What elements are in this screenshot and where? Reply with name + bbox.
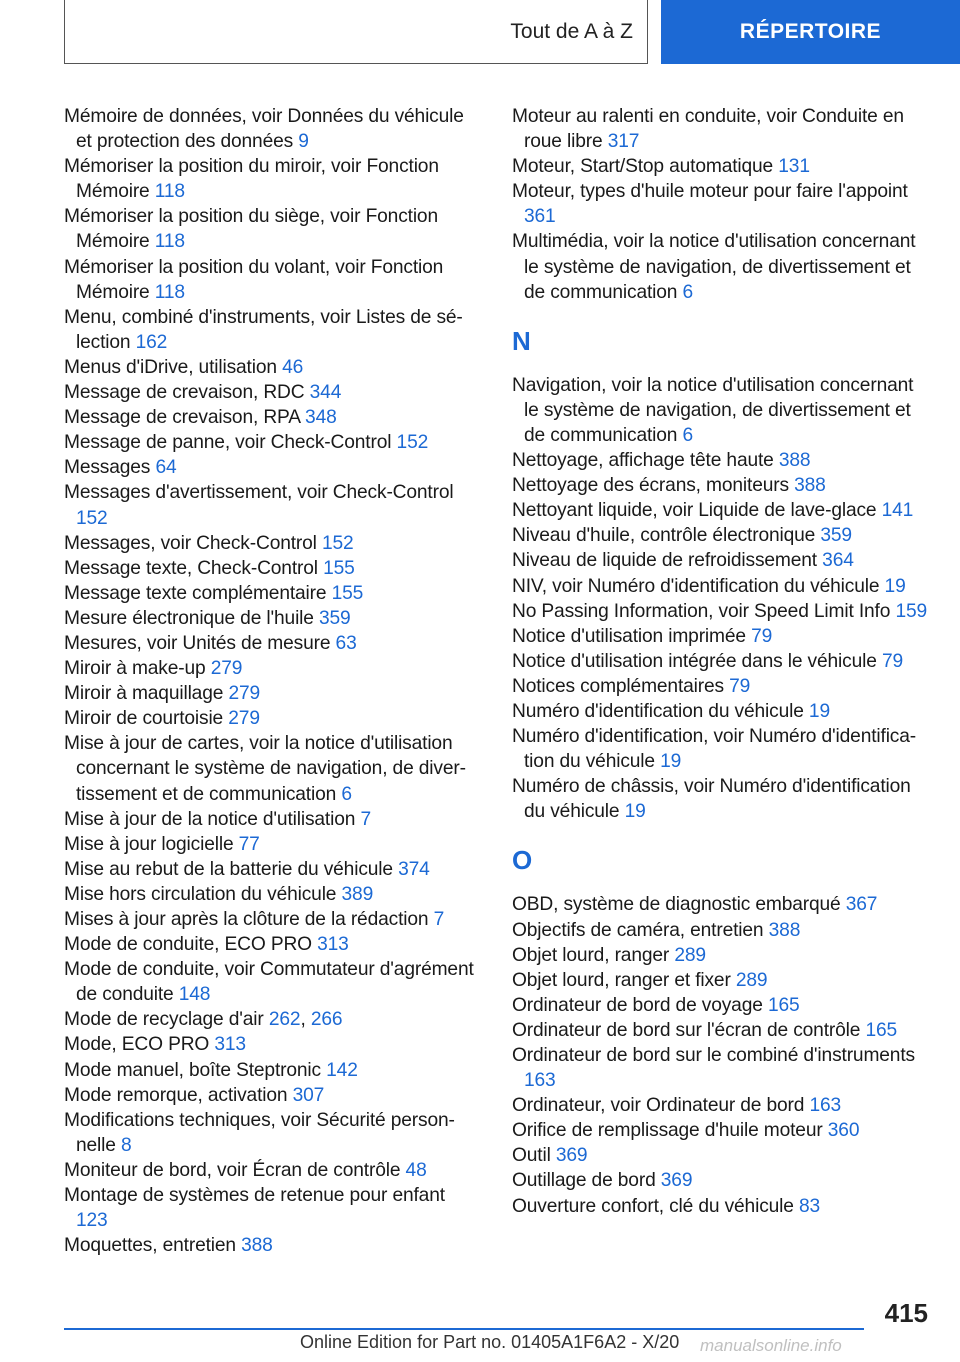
- index-entry: [512, 154, 932, 179]
- index-entry: [64, 531, 479, 556]
- index-entry: [512, 373, 932, 448]
- index-entry: [512, 1194, 932, 1219]
- index-entry: [512, 104, 932, 154]
- page-ref-link[interactable]: 7: [433, 909, 445, 930]
- section-tab-label: Tout de A à Z: [510, 19, 633, 43]
- index-entry: [64, 104, 479, 154]
- index-entry: [64, 857, 479, 882]
- index-entry-text: Numéro d'identification, voir Numéro d'identification du véhicule: [512, 726, 917, 773]
- page-ref-link[interactable]: 152: [396, 432, 429, 454]
- page-ref-link[interactable]: 367: [845, 894, 878, 916]
- index-entry-text: Moteur au ralenti en conduite, voir Conduite en roue libre: [512, 106, 904, 153]
- index-entry-text: Mémoire de données, voir Données du véhicule et protection des données: [64, 106, 464, 153]
- page-ref-link[interactable]: 359: [319, 607, 351, 629]
- index-entry: [512, 1093, 932, 1118]
- index-entry-text: Montage de systèmes de retenue pour enfant: [64, 1185, 445, 1207]
- section-tab: [64, 0, 648, 64]
- index-entry-text: Miroir à make-up: [64, 658, 206, 680]
- page-ref-link[interactable]: 361: [524, 206, 556, 228]
- page-ref-link[interactable]: 388: [241, 1235, 273, 1257]
- page-ref-link[interactable]: 348: [305, 407, 337, 429]
- index-entry: [64, 355, 479, 380]
- index-entry: [512, 574, 932, 599]
- index-entry-text: No Passing Information, voir Speed Limit Info: [512, 600, 891, 622]
- index-entry-text: Messages, voir Check-Control: [64, 532, 317, 554]
- index-entry: [512, 1043, 932, 1093]
- page-ref-link[interactable]: 266: [310, 1009, 343, 1031]
- index-entry-text: Ouverture confort, clé du véhicule: [512, 1195, 794, 1217]
- index-entry-text: Mode, ECO PRO: [64, 1034, 210, 1056]
- index-entry: [64, 681, 479, 706]
- index-entry-text: Mode remorque, activation: [64, 1084, 288, 1106]
- index-entry-text: Numéro de châssis, voir Numéro d'identification du véhicule: [512, 776, 911, 823]
- index-entry: [512, 649, 932, 674]
- index-entry-text: Ordinateur de bord sur le combiné d'instruments: [512, 1045, 915, 1066]
- index-entry: [512, 1168, 932, 1193]
- page-ref-link[interactable]: 19: [660, 751, 682, 773]
- page-ref-link[interactable]: 279: [228, 683, 261, 705]
- page-ref-link[interactable]: 279: [228, 708, 260, 730]
- index-entry: [512, 473, 932, 498]
- page-ref-link[interactable]: 159: [895, 600, 928, 622]
- index-entry-text: Moquettes, entretien: [64, 1235, 236, 1257]
- index-entry-text: Moteur, Start/Stop automatique: [512, 156, 774, 178]
- page-ref-link[interactable]: 118: [154, 281, 185, 303]
- index-entry: [64, 380, 479, 405]
- index-entry: [64, 631, 479, 656]
- index-entry-text: Moniteur de bord, voir Écran de contrôle: [64, 1159, 401, 1181]
- index-entry: [64, 405, 479, 430]
- index-entry: [64, 1108, 479, 1158]
- index-entry: [64, 1158, 479, 1183]
- page-ref-link[interactable]: 374: [398, 858, 430, 880]
- index-entry-text: Message de crevaison, RPA: [64, 407, 300, 429]
- page-number: 415: [884, 1298, 928, 1328]
- page-ref-link[interactable]: 142: [326, 1059, 358, 1081]
- index-entry-text: Navigation, voir la notice d'utilisation concernant le système de navigation, de divertissement et de communication: [512, 374, 914, 446]
- chapter-tab-label: RÉPERTOIRE: [739, 20, 882, 43]
- chapter-tab[interactable]: [661, 0, 960, 64]
- page-ref-link[interactable]: 77: [238, 833, 260, 855]
- index-entry-text: Messages d'avertissement, voir Check-Control: [64, 482, 454, 504]
- index-entry-text: Mémoriser la position du siège, voir Fonction Mémoire: [64, 206, 438, 253]
- index-entry-text: Ordinateur, voir Ordinateur de bord: [512, 1095, 805, 1117]
- index-letter-o: O: [512, 845, 533, 876]
- page-ref-link[interactable]: 152: [321, 532, 354, 554]
- index-entry-text: Message texte, Check-Control: [64, 557, 318, 579]
- index-entry-text: Miroir de courtoisie: [64, 708, 224, 730]
- index-entry-text: Objectifs de caméra, entretien: [512, 919, 764, 941]
- index-column-right: [512, 104, 932, 1219]
- index-entry: [64, 480, 479, 530]
- index-entry-text: Mises à jour après la clôture de la rédaction: [64, 909, 429, 930]
- index-entry: [512, 918, 932, 943]
- page-ref-link[interactable]: 307: [292, 1084, 325, 1106]
- page-ref-link[interactable]: 388: [768, 919, 801, 941]
- index-entry: [64, 255, 479, 305]
- page-ref-link[interactable]: 48: [405, 1159, 427, 1181]
- index-entry: [512, 774, 932, 824]
- index-entry: [64, 204, 479, 254]
- index-entry-text: Messages: [64, 457, 151, 479]
- page-ref-link[interactable]: 369: [660, 1170, 693, 1192]
- index-entry-text: Nettoyage, affichage tête haute: [512, 450, 774, 472]
- index-entry-text: NIV, voir Numéro d'identification du véhicule: [512, 575, 880, 597]
- index-entry-text: Mise à jour de cartes, voir la notice d'utilisation concernant le système de navigation, de divertissement et de communication: [64, 733, 467, 805]
- index-entry-text: Multimédia, voir la notice d'utilisation concernant le système de navigation, de divertissement et de communication: [512, 231, 916, 303]
- index-entry: [512, 724, 932, 774]
- index-entry-text: Message de crevaison, RDC: [64, 382, 305, 404]
- index-entry-text: Mode de conduite, ECO PRO: [64, 934, 312, 956]
- index-entry-text: Menus d'iDrive, utilisation: [64, 356, 277, 378]
- index-entry-text: Outillage de bord: [512, 1170, 656, 1192]
- index-entry: [64, 731, 479, 806]
- index-entry: [64, 430, 479, 455]
- page-ref-link[interactable]: 63: [335, 632, 357, 654]
- index-entry-text: Objet lourd, ranger et fixer: [512, 969, 731, 991]
- index-entry: [512, 1018, 932, 1043]
- index-entry: [64, 1083, 479, 1108]
- page-ref-link[interactable]: 388: [778, 450, 811, 472]
- index-entry-text: Orifice de remplissage d'huile moteur: [512, 1120, 823, 1142]
- index-entry: [64, 606, 479, 631]
- page-ref-link[interactable]: 141: [881, 500, 914, 522]
- page-ref-link[interactable]: 6: [341, 783, 352, 805]
- index-entry-text: Objet lourd, ranger: [512, 944, 670, 966]
- page-ref-link[interactable]: 79: [751, 625, 773, 647]
- page-ref-link[interactable]: 155: [323, 557, 355, 579]
- page-ref-link[interactable]: 6: [682, 281, 694, 303]
- page-ref-link[interactable]: 152: [76, 507, 108, 529]
- index-entry: [64, 1183, 479, 1233]
- edition-note: Online Edition for Part no. 01405A1F6A2 - X/20: [300, 1332, 680, 1352]
- page-ref-link[interactable]: 46: [282, 356, 304, 378]
- page-ref-link[interactable]: 9: [298, 131, 309, 153]
- page-ref-link[interactable]: 6: [682, 424, 694, 446]
- index-entry-text: Message de panne, voir Check-Control: [64, 432, 392, 454]
- page-ref-link[interactable]: 389: [341, 883, 374, 905]
- index-entry-text: Ordinateur de bord de voyage: [512, 994, 763, 1016]
- index-entry-text: Mise au rebut de la batterie du véhicule: [64, 858, 393, 880]
- page-ref-link[interactable]: 344: [309, 382, 342, 404]
- index-entry-text: Mise à jour logicielle: [64, 833, 234, 855]
- page-ref-link[interactable]: 8: [120, 1134, 132, 1156]
- page-ref-link[interactable]: 123: [76, 1210, 108, 1232]
- page-ref-link[interactable]: 131: [778, 156, 810, 178]
- index-entry: [512, 179, 932, 229]
- index-entry-text: Message texte complémentaire: [64, 582, 327, 604]
- index-entry-text: Modifications techniques, voir Sécurité personnelle: [64, 1109, 455, 1156]
- page-ref-link[interactable]: 360: [827, 1120, 860, 1142]
- index-entry-text: Miroir à maquillage: [64, 683, 224, 705]
- page-ref-link[interactable]: 313: [317, 934, 349, 956]
- index-entry: Mode de recyclage d'air 262, 266: [64, 1009, 343, 1031]
- index-entry-text: Mode de conduite, voir Commutateur d'agrément de conduite: [64, 959, 474, 1006]
- index-entry-text: Mesure électronique de l'huile: [64, 607, 314, 629]
- index-entry: [64, 305, 479, 355]
- index-entry: [64, 656, 479, 681]
- watermark: manualsonline.info: [700, 1336, 842, 1355]
- index-entry-text: Nettoyant liquide, voir Liquide de lave-glace: [512, 500, 877, 522]
- index-entry-text: Moteur, types d'huile moteur pour faire l'appoint: [512, 181, 908, 203]
- index-entry-text: Notice d'utilisation imprimée: [512, 625, 746, 647]
- index-entry: [512, 892, 932, 917]
- index-entry: [64, 154, 479, 204]
- index-entry-text: Niveau de liquide de refroidissement: [512, 550, 817, 572]
- index-entry-text: Ordinateur de bord sur l'écran de contrôle: [512, 1019, 861, 1041]
- page-ref-link[interactable]: 163: [809, 1095, 842, 1117]
- index-letter-n: N: [512, 325, 531, 356]
- page-ref-link[interactable]: 118: [154, 231, 185, 253]
- footer-rule: [64, 1328, 864, 1330]
- page-ref-link[interactable]: 19: [884, 575, 906, 597]
- index-entry-text: Notices complémentaires: [512, 675, 724, 697]
- index-entry: [64, 556, 479, 581]
- index-entry: [64, 832, 479, 857]
- index-group-m: [512, 104, 932, 305]
- index-entry: [64, 932, 479, 957]
- index-entry: [64, 1233, 479, 1258]
- page-ref-link[interactable]: 369: [555, 1145, 588, 1167]
- index-group-o: [512, 892, 932, 1218]
- index-entry: [512, 624, 932, 649]
- page-ref-link[interactable]: 163: [524, 1070, 556, 1092]
- index-entry: [512, 1118, 932, 1143]
- index-entry-text: Niveau d'huile, contrôle électronique: [512, 525, 816, 547]
- page-ref-link[interactable]: 155: [331, 582, 364, 604]
- page-ref-link[interactable]: 148: [178, 984, 211, 1006]
- page-ref-link[interactable]: 79: [881, 650, 903, 672]
- page-ref-link[interactable]: 118: [154, 181, 185, 203]
- page-ref-link[interactable]: 313: [214, 1034, 246, 1056]
- index-entry: [64, 882, 479, 907]
- index-group-n: [512, 373, 932, 825]
- page-ref-link[interactable]: 289: [674, 944, 706, 966]
- page-ref-link[interactable]: 279: [210, 658, 243, 680]
- index-entry: [64, 957, 479, 1007]
- index-entry: [512, 968, 932, 993]
- index-entry-text: Mémoriser la position du miroir, voir Fonction Mémoire: [64, 156, 439, 203]
- index-entry: [64, 907, 479, 932]
- page-ref-link[interactable]: 364: [822, 550, 854, 572]
- index-entry: [512, 448, 932, 473]
- page-ref-link[interactable]: 289: [735, 969, 768, 991]
- page-ref-link[interactable]: 165: [865, 1019, 898, 1041]
- page-ref-link[interactable]: 19: [624, 801, 646, 823]
- index-entry: [64, 807, 479, 832]
- index-entry: [512, 599, 932, 624]
- index-entry: [512, 523, 932, 548]
- index-entry-text: Menu, combiné d'instruments, voir Listes de sélection: [64, 306, 463, 353]
- index-entry: [64, 1032, 479, 1057]
- index-entry-text: Notice d'utilisation intégrée dans le véhicule: [512, 650, 877, 672]
- page-ref-link[interactable]: 388: [794, 475, 826, 497]
- index-entry: [64, 581, 479, 606]
- index-entry: [512, 699, 932, 724]
- index-entry: [512, 1143, 932, 1168]
- page-ref-link[interactable]: 19: [808, 700, 830, 722]
- index-entry-text: OBD, système de diagnostic embarqué: [512, 894, 841, 916]
- page-ref-link[interactable]: 262: [268, 1009, 301, 1031]
- index-entry-text: Mode de recyclage d'air: [64, 1009, 264, 1031]
- index-entry: [64, 1058, 479, 1083]
- index-entry-text: Mise hors circulation du véhicule: [64, 883, 337, 905]
- page-ref-link[interactable]: 359: [820, 525, 852, 547]
- page-ref-link[interactable]: 165: [767, 994, 800, 1016]
- index-entry-text: Numéro d'identification du véhicule: [512, 700, 804, 722]
- page-ref-link[interactable]: 7: [360, 808, 371, 830]
- index-entry: [64, 706, 479, 731]
- index-entry-text: Mémoriser la position du volant, voir Fonction Mémoire: [64, 256, 444, 303]
- page-ref-link[interactable]: 83: [798, 1195, 821, 1217]
- page-ref-link[interactable]: 64: [155, 457, 177, 479]
- index-entry-text: Mesures, voir Unités de mesure: [64, 632, 331, 654]
- index-entry: [64, 455, 479, 480]
- index-column-left: [64, 104, 479, 1258]
- page-ref-link[interactable]: 317: [607, 131, 640, 153]
- page-ref-link[interactable]: 162: [135, 331, 168, 353]
- page-ref-link[interactable]: 79: [729, 675, 751, 697]
- index-entry-text: Outil: [512, 1145, 551, 1167]
- index-entry: [512, 498, 932, 523]
- index-entry: [512, 548, 932, 573]
- index-entry-text: Mise à jour de la notice d'utilisation: [64, 808, 356, 830]
- index-entry: [512, 943, 932, 968]
- index-entry-text: Mode manuel, boîte Steptronic: [64, 1059, 321, 1081]
- index-entry: [512, 229, 932, 304]
- index-entry: [512, 993, 932, 1018]
- index-entry-text: Nettoyage des écrans, moniteurs: [512, 475, 789, 497]
- index-entry: [512, 674, 932, 699]
